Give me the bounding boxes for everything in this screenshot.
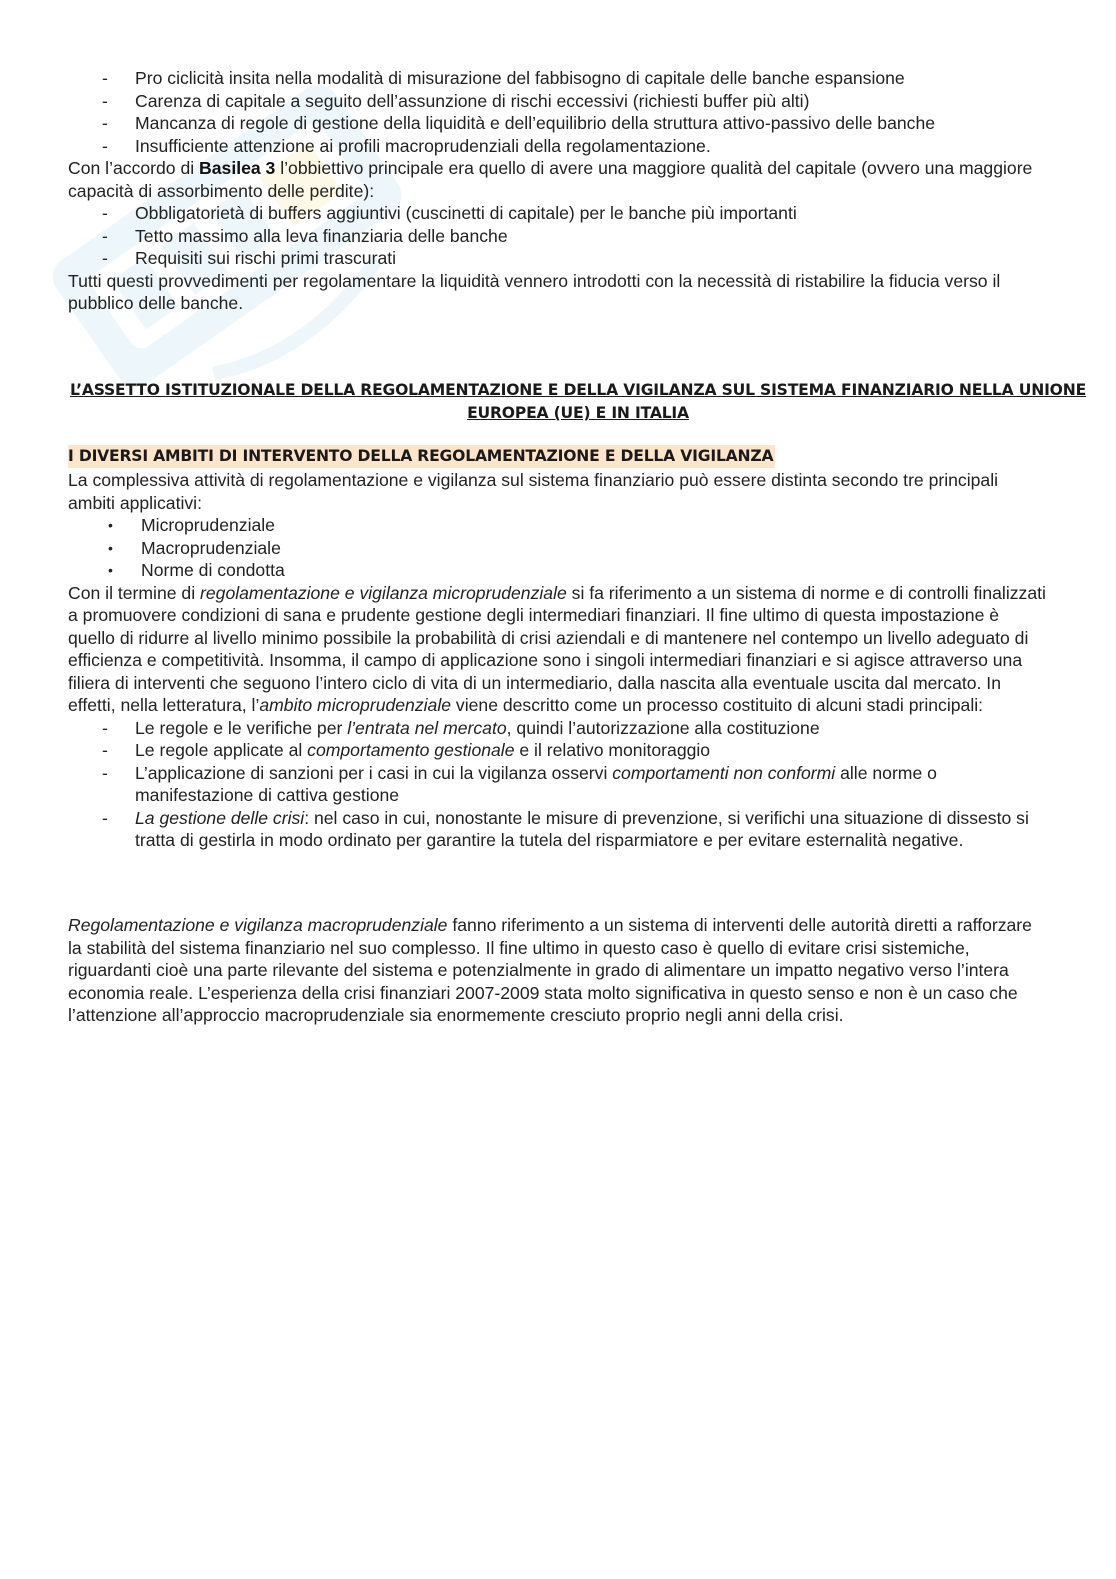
basilea-measures-list (68, 202, 1048, 270)
closing-paragraph: Tutti questi provvedimenti per regolamentare la liquidità vennero introdotti con la necessità di ristabilire la fiducia verso il pubblico delle banche. (68, 270, 1001, 313)
list-item: - La gestione delle crisi: nel caso in cui, nonostante le misure di prevenzione, si verifichi una situazione di dissesto si tratta di gestirla in modo ordinato per garantire la tutela del risparmiatore e per evitare esternalità negative. (102, 807, 1029, 850)
basilea-section (68, 67, 1048, 315)
intro-paragraph: La complessiva attività di regolamentazione e vigilanza sul sistema finanziario può essere distinta secondo tre principali ambiti applicativi: (68, 470, 999, 513)
section-title: L’ASSETTO ISTITUZIONALE DELLA REGOLAMENTAZIONE E DELLA VIGILANZA SUL SISTEMA FINANZIARIO NELLA UNIONE EUROPEA (UE) E IN ITALIA (69, 381, 1087, 422)
list-item: - Obbligatorietà di buffers aggiuntivi (cuscinetti di capitale) per le banche più importanti (102, 203, 797, 223)
list-item: - Carenza di capitale a seguito dell’assunzione di rischi eccessivi (richiesti buffer più alti) (102, 90, 810, 111)
list-item: - Insufficiente attenzione ai profili macroprudenziali della regolamentazione. (102, 135, 711, 156)
list-item: - Pro ciclicità insita nella modalità di misurazione del fabbisogno di capitale delle banche espansione (102, 68, 905, 88)
list-item: • Macroprudenziale (108, 537, 281, 558)
basilea-paragraph: Con l’accordo di Basilea 3 l’obbiettivo principale era quello di avere una maggiore qualità del capitale (ovvero una maggiore capacità di assorbimento delle perdite): (68, 158, 1033, 201)
subsection-title: I DIVERSI AMBITI DI INTERVENTO DELLA REGOLAMENTAZIONE E DELLA VIGILANZA (68, 445, 775, 468)
list-item: - Requisiti sui rischi primi trascurati (102, 248, 397, 268)
ambiti-section (68, 469, 1048, 852)
micro-stages-list (68, 717, 1048, 852)
list-item: • Norme di condotta (108, 560, 285, 580)
list-item: - Mancanza di regole di gestione della liquidità e dell’equilibrio della struttura attivo-passivo delle banche (102, 113, 936, 133)
ambiti-list (68, 514, 1048, 582)
list-item: - Tetto massimo alla leva finanziaria delle banche (102, 225, 508, 246)
list-item: - Le regole applicate al comportamento gestionale e il relativo monitoraggio (102, 740, 711, 760)
crisis-causes-list (68, 67, 1048, 157)
list-item: - Le regole e le verifiche per l’entrata nel mercato, quindi l’autorizzazione alla costituzione (102, 717, 820, 738)
list-item: • Microprudenziale (108, 515, 275, 535)
macro-section (68, 914, 1048, 1027)
list-item: - L’applicazione di sanzioni per i casi in cui la vigilanza osservi comportamenti non conformi alle norme o manifestazione di cattiva gestione (102, 762, 937, 805)
micro-paragraph: Con il termine di regolamentazione e vigilanza microprudenziale si fa riferimento a un sistema di norme e di controlli finalizzati a promuovere condizioni di sana e prudente gestione degli intermediari finanziari. Il fine ultimo di questa impostazione è quello di ridurre al livello minimo possibile la probabilità di crisi aziendali e di mantenere nel contempo un livello adeguato di efficienza e competitività. Insomma, il campo di applicazione sono i singoli intermediari finanziari e si agisce attraverso una filiera di interventi che seguono l’intero ciclo di vita di un intermediario, dalla nascita alla eventuale uscita dal mercato. In effetti, nella letteratura, l’ambito microprudenziale viene descritto come un processo costituito di alcuni stadi principali: (68, 582, 1046, 715)
macro-paragraph: Regolamentazione e vigilanza macroprudenziale fanno riferimento a un sistema di interventi delle autorità diretti a rafforzare la stabilità del sistema finanziario nel suo complesso. Il fine ultimo in questo caso è quello di evitare crisi sistemiche, riguardanti cioè una parte rilevante del sistema e potenzialmente in grado di alimentare un impatto negativo verso l’intera economia reale. L’esperienza della crisi finanziari 2007-2009 stata molto significativa in questo senso e non è un caso che l’attenzione all’approccio macroprudenziale sia enormemente cresciuto proprio negli anni della crisi. (68, 915, 1032, 1025)
